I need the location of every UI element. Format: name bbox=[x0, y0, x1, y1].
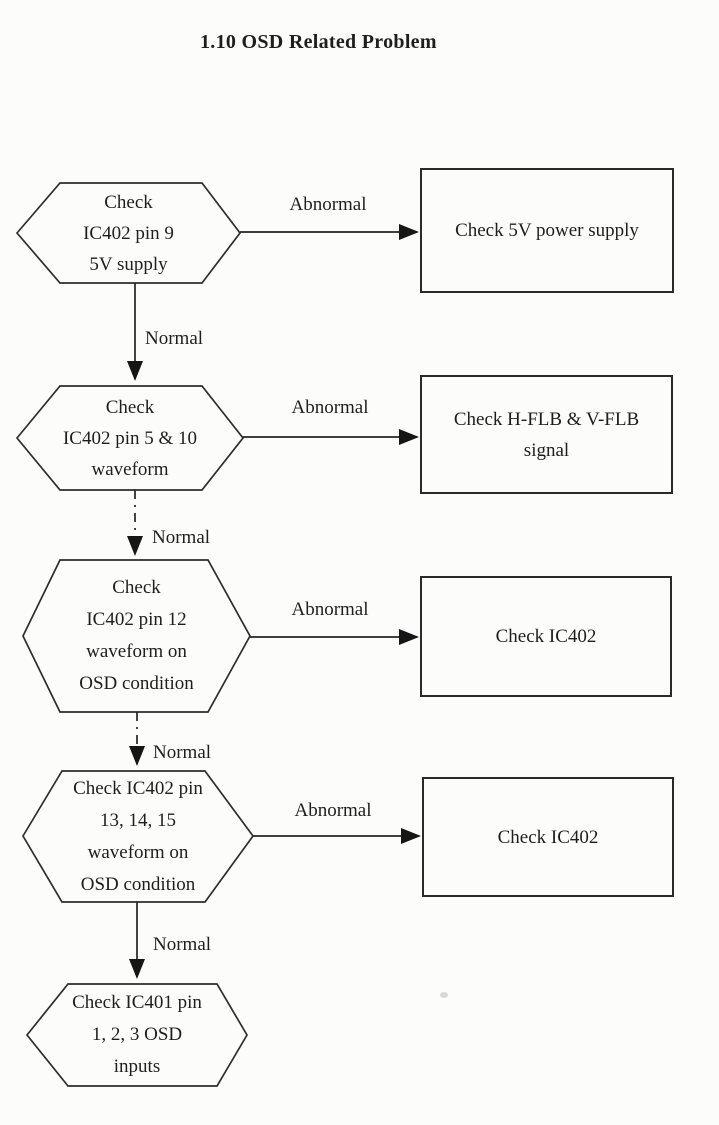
node-text-line: Check IC402 pin bbox=[73, 777, 203, 799]
flow-node-check-pin12 bbox=[23, 560, 250, 712]
flow-node-check-pin5-10 bbox=[17, 386, 243, 490]
node-text-line: Check IC402 bbox=[495, 626, 597, 647]
node-text-line: IC402 pin 9 bbox=[83, 222, 174, 244]
flow-node-check-ic402-first bbox=[421, 577, 671, 696]
flow-node-check-ic401 bbox=[27, 984, 247, 1086]
node-text-line: signal bbox=[523, 439, 570, 461]
node-text-line: Check bbox=[105, 396, 155, 418]
page-title: 1.10 OSD Related Problem bbox=[200, 31, 437, 53]
edge-label-abnormal-2: Abnormal bbox=[291, 397, 369, 418]
node-text-line: IC402 pin 12 bbox=[86, 609, 187, 630]
node-text-line: 5V supply bbox=[89, 253, 168, 275]
flow-node-check-ic402-second bbox=[423, 778, 673, 896]
node-text-line: waveform on bbox=[86, 641, 187, 662]
node-text-line: IC402 pin 5 & 10 bbox=[62, 427, 198, 449]
node-text-line: 1, 2, 3 OSD bbox=[91, 1024, 183, 1045]
flow-node-check-5v-supply bbox=[17, 183, 240, 283]
node-text-line: OSD condition bbox=[79, 673, 194, 694]
node-text-line: OSD condition bbox=[80, 873, 196, 895]
node-text-line: Check IC402 bbox=[497, 826, 599, 848]
flow-node-check-pin13-15 bbox=[23, 771, 253, 902]
edge-label-abnormal-4: Abnormal bbox=[294, 800, 372, 821]
flow-node-check-5v-power-supply bbox=[421, 169, 673, 292]
edge-label-normal-2: Normal bbox=[152, 527, 211, 548]
node-text-line: Check IC401 pin bbox=[72, 992, 202, 1013]
node-text-line: 13, 14, 15 bbox=[100, 809, 176, 831]
node-text-line: inputs bbox=[113, 1056, 161, 1077]
edge-label-normal-4: Normal bbox=[153, 934, 212, 955]
node-text-line: Check H-FLB & V-FLB bbox=[453, 408, 640, 430]
edge-label-abnormal-3: Abnormal bbox=[291, 599, 369, 620]
edge-label-normal-1: Normal bbox=[145, 328, 204, 349]
node-text-line: waveform bbox=[91, 458, 169, 480]
node-text-line: waveform on bbox=[87, 841, 189, 863]
edge-label-abnormal-1: Abnormal bbox=[289, 194, 367, 215]
edge-label-normal-3: Normal bbox=[153, 742, 212, 763]
scan-speck bbox=[440, 992, 448, 998]
flow-node-check-hflb-vflb bbox=[421, 376, 672, 493]
node-text-line: Check bbox=[112, 577, 161, 598]
node-text-line: Check bbox=[104, 191, 153, 213]
node-text-line: Check 5V power supply bbox=[455, 220, 639, 241]
